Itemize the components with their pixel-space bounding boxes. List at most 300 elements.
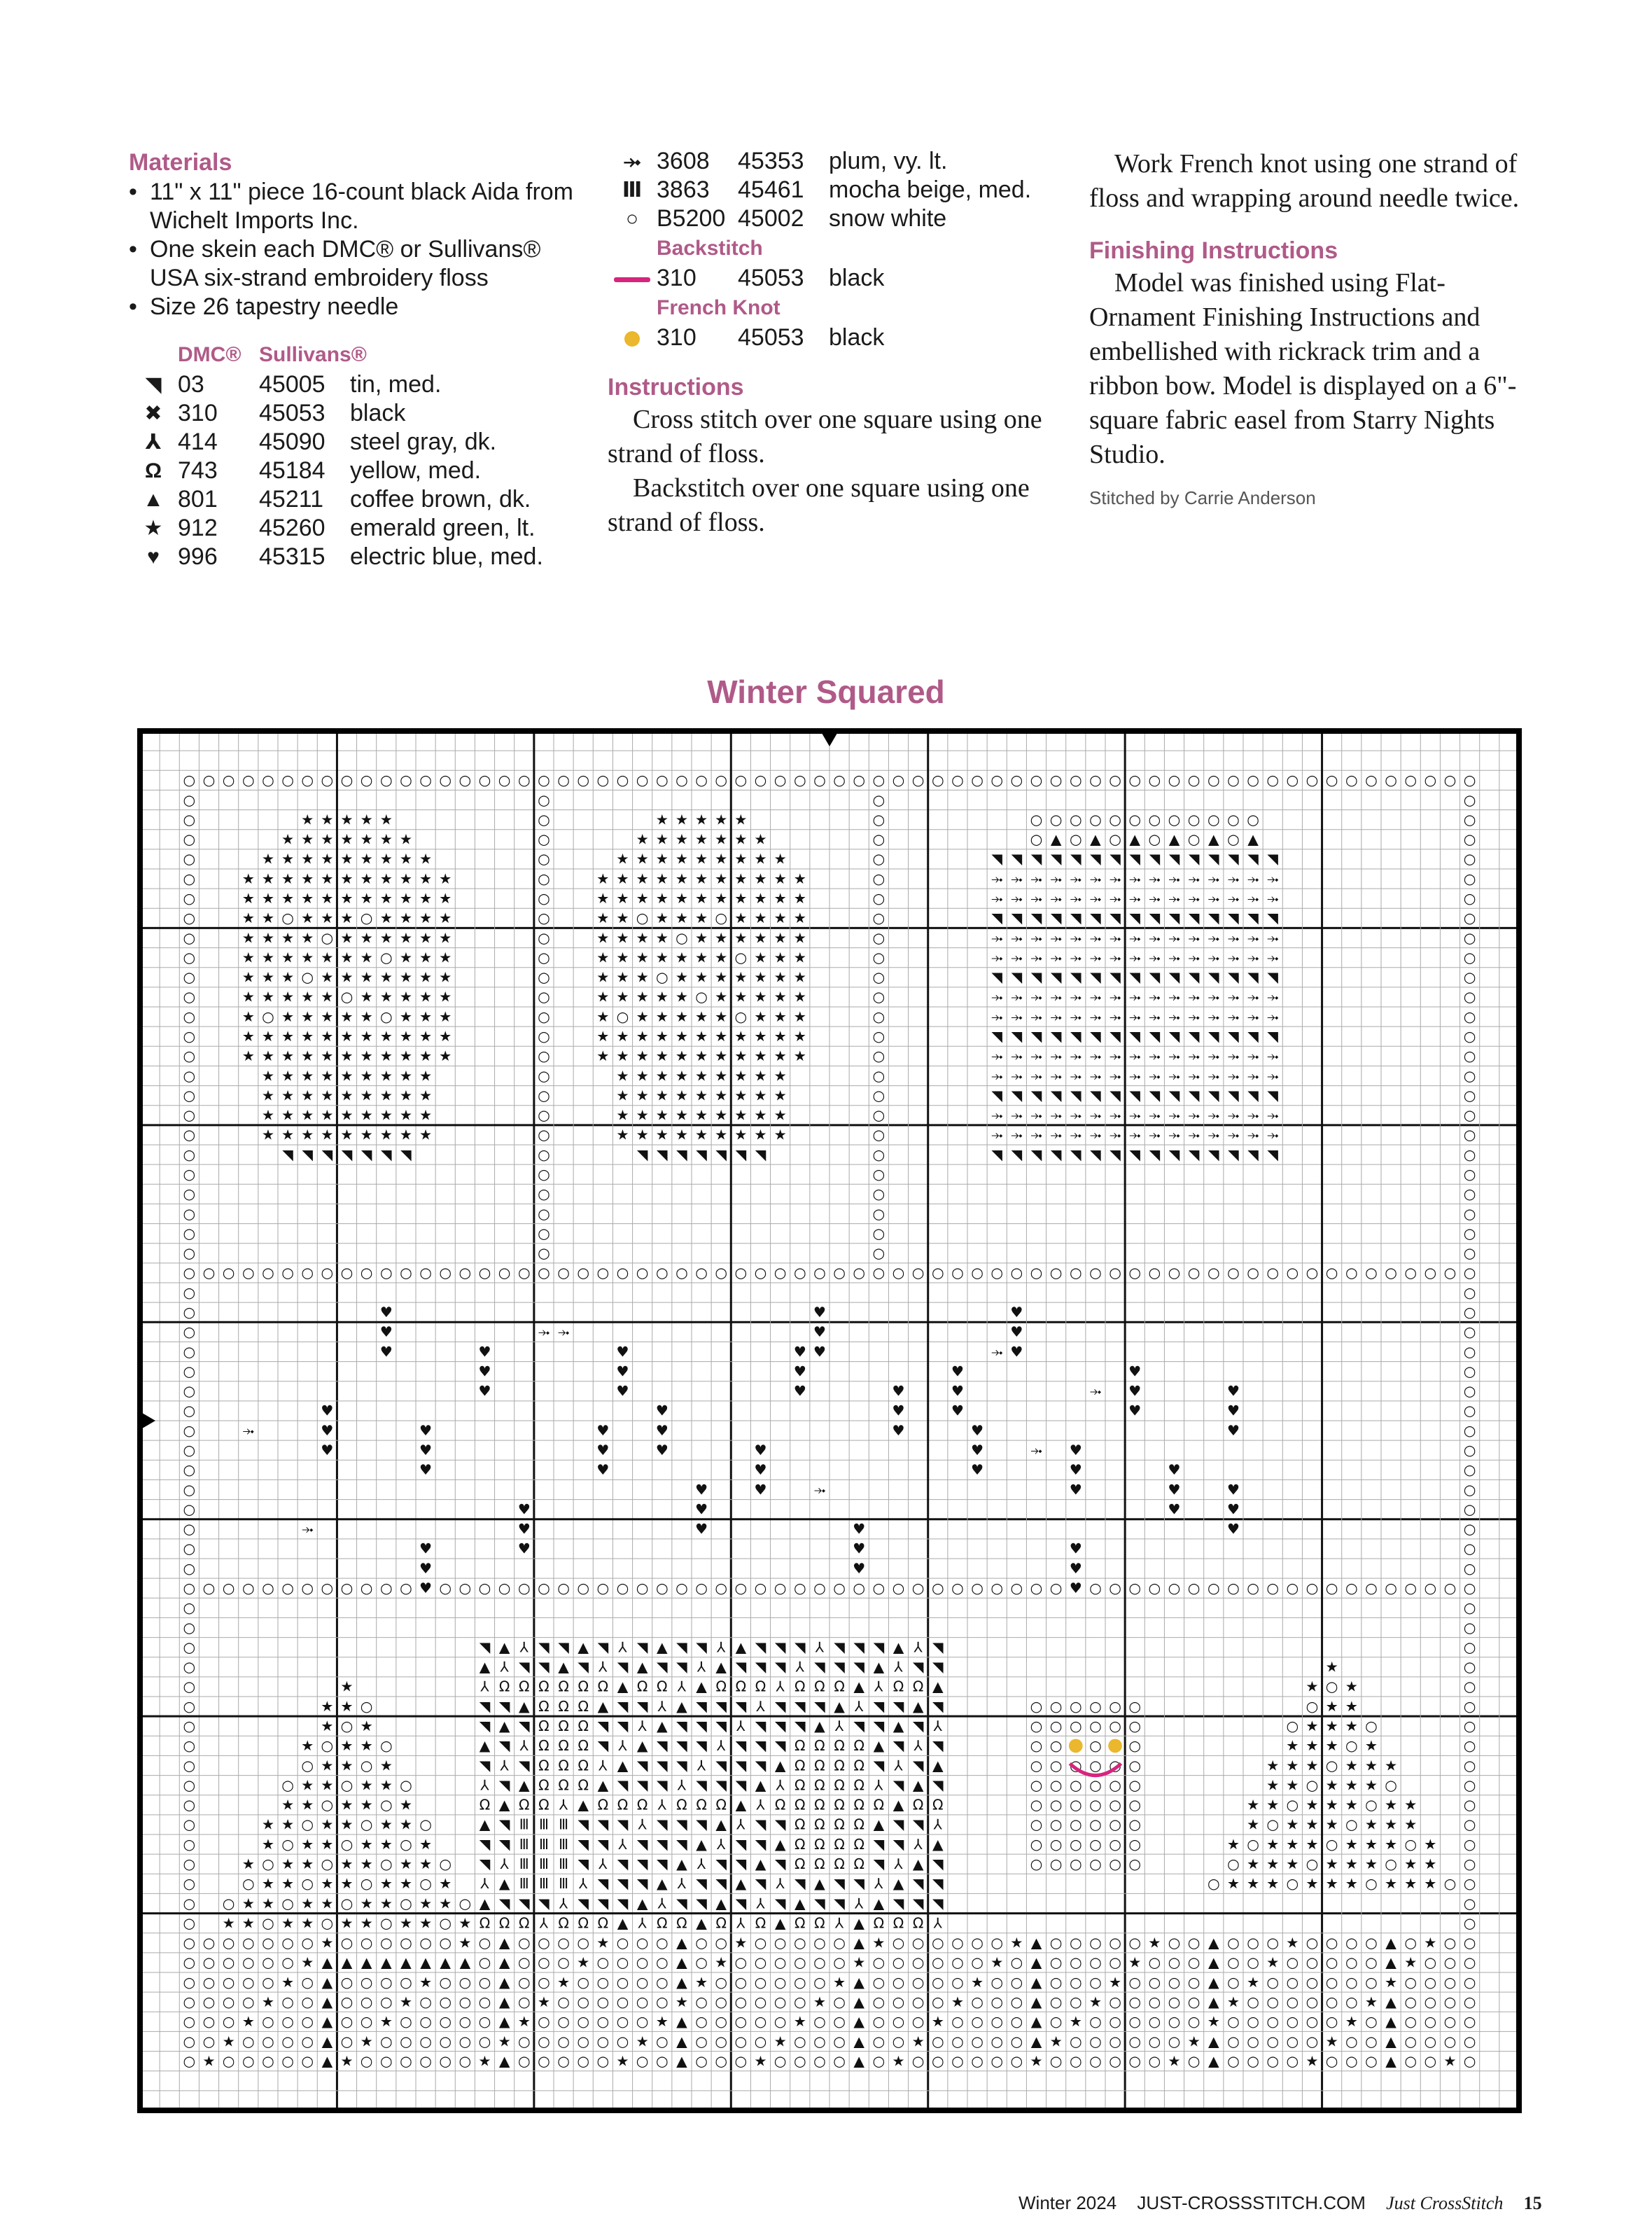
stitch-symbol: ★ bbox=[734, 830, 748, 848]
stitch-symbol: ◥ bbox=[834, 1658, 845, 1676]
stitch-symbol: ⤞ bbox=[991, 1047, 1003, 1065]
stitch-symbol: ◥ bbox=[636, 1776, 648, 1794]
stitch-symbol: ★ bbox=[340, 968, 354, 986]
stitch-symbol: ◥ bbox=[282, 1146, 293, 1163]
stitch-symbol: ◥ bbox=[1090, 910, 1101, 927]
stitch-symbol: ○ bbox=[1109, 1993, 1121, 2010]
stitch-symbol: ★ bbox=[399, 1796, 413, 1813]
stitch-symbol: Ω bbox=[558, 1757, 569, 1774]
stitch-symbol: ○ bbox=[183, 1343, 196, 1360]
stitch-symbol: ★ bbox=[636, 1106, 649, 1124]
stitch-symbol: ○ bbox=[538, 2033, 550, 2050]
stitch-symbol: ○ bbox=[636, 910, 649, 927]
stitch-symbol: ▲ bbox=[479, 1658, 491, 1676]
stitch-symbol: ○ bbox=[1365, 2052, 1378, 2070]
stitch-symbol: ○ bbox=[1463, 2052, 1476, 2070]
stitch-symbol: ○ bbox=[577, 2033, 590, 2050]
stitch-symbol: ○ bbox=[1286, 1579, 1299, 1596]
stitch-symbol: ○ bbox=[478, 1993, 491, 2010]
stitch-symbol: ★ bbox=[715, 1008, 728, 1025]
stitch-symbol: ○ bbox=[1325, 2013, 1338, 2031]
stitch-symbol: ○ bbox=[1385, 1776, 1397, 1794]
stitch-symbol: ⤞ bbox=[1188, 929, 1200, 947]
stitch-symbol: ★ bbox=[1286, 1737, 1299, 1755]
stitch-symbol: Ω bbox=[597, 1678, 609, 1695]
stitch-symbol: ⤞ bbox=[1188, 870, 1200, 887]
stitch-symbol: ○ bbox=[400, 2013, 412, 2031]
stitch-symbol: ○ bbox=[183, 1993, 196, 2010]
stitch-symbol: ★ bbox=[931, 2013, 944, 2031]
stitch-symbol: ★ bbox=[1325, 1776, 1338, 1794]
stitch-symbol: ★ bbox=[261, 949, 275, 966]
stitch-symbol: ◥ bbox=[715, 1697, 727, 1715]
stitch-symbol: ★ bbox=[379, 1106, 393, 1124]
stitch-symbol: ★ bbox=[301, 1737, 314, 1755]
stitch-symbol: ◥ bbox=[715, 1146, 727, 1163]
stitch-symbol: ★ bbox=[1266, 1835, 1280, 1853]
stitch-symbol: ○ bbox=[419, 1816, 432, 1833]
stitch-symbol: ○ bbox=[636, 1579, 649, 1596]
stitch-symbol: ○ bbox=[1463, 1855, 1476, 1872]
stitch-symbol: ○ bbox=[241, 1954, 255, 1971]
stitch-symbol: ○ bbox=[1266, 1934, 1280, 1951]
stitch-symbol: ○ bbox=[1049, 1796, 1063, 1813]
stitch-symbol: ★ bbox=[321, 1835, 334, 1853]
stitch-symbol: ★ bbox=[1266, 1776, 1280, 1794]
stitch-symbol: ○ bbox=[241, 2052, 255, 2070]
stitch-symbol: ◥ bbox=[853, 1638, 865, 1656]
stitch-symbol: ▲ bbox=[1385, 2052, 1396, 2070]
stitch-symbol: ○ bbox=[793, 1954, 806, 1971]
stitch-symbol: ★ bbox=[675, 1047, 689, 1065]
stitch-symbol: ◥ bbox=[774, 1895, 786, 1912]
stitch-symbol: Ω bbox=[814, 1796, 825, 1813]
stitch-symbol: ○ bbox=[1463, 1520, 1476, 1538]
stitch-symbol: ◥ bbox=[1090, 1087, 1101, 1104]
key-color: black bbox=[829, 324, 885, 351]
stitch-symbol: ★ bbox=[419, 988, 433, 1005]
stitch-symbol: ⤞ bbox=[1070, 1067, 1082, 1085]
stitch-symbol: ○ bbox=[183, 1087, 196, 1104]
stitch-symbol: ★ bbox=[675, 830, 689, 848]
stitch-symbol: ○ bbox=[538, 889, 550, 907]
stitch-symbol: ★ bbox=[399, 1008, 413, 1025]
stitch-symbol: ○ bbox=[734, 1954, 748, 1971]
stitch-symbol: ○ bbox=[636, 1954, 649, 1971]
stitch-symbol: ○ bbox=[262, 1914, 274, 1932]
stitch-symbol: ○ bbox=[1404, 1934, 1418, 1951]
stitch-symbol: ★ bbox=[715, 929, 728, 947]
stitch-symbol: ◥ bbox=[1247, 968, 1259, 986]
stitch-symbol: ◥ bbox=[676, 1816, 687, 1833]
stitch-symbol: ○ bbox=[1266, 1579, 1280, 1596]
stitch-symbol: ⤞ bbox=[1129, 1047, 1141, 1065]
stitch-symbol: ◥ bbox=[814, 1658, 825, 1676]
page-number: 15 bbox=[1523, 2193, 1542, 2213]
stitch-symbol: ★ bbox=[321, 1776, 334, 1794]
stitch-symbol: ♥ bbox=[596, 1441, 610, 1458]
stitch-symbol: ○ bbox=[1365, 1579, 1378, 1596]
stitch-symbol: ○ bbox=[183, 1658, 196, 1676]
stitch-symbol: ★ bbox=[419, 870, 433, 887]
stitch-symbol: ★ bbox=[1306, 1757, 1319, 1774]
stitch-symbol: ○ bbox=[676, 1579, 688, 1596]
stitch-symbol: ○ bbox=[400, 1776, 412, 1794]
stitch-symbol: Ω bbox=[853, 1855, 864, 1872]
stitch-symbol: ◥ bbox=[1030, 1087, 1042, 1104]
stitch-symbol: ▲ bbox=[853, 2013, 865, 2031]
stitch-symbol: ⤞ bbox=[1011, 1008, 1023, 1025]
key-dmc: 801 bbox=[178, 486, 218, 513]
stitch-symbol: ○ bbox=[1443, 1875, 1457, 1893]
stitch-symbol: ○ bbox=[1109, 1855, 1121, 1872]
stitch-symbol: ○ bbox=[833, 1934, 846, 1951]
stitch-symbol: ★ bbox=[1286, 1855, 1299, 1872]
stitch-symbol: ◥ bbox=[1208, 910, 1219, 927]
stitch-symbol: ⅄ bbox=[559, 1796, 568, 1813]
stitch-symbol: ○ bbox=[971, 1579, 983, 1596]
stitch-symbol: ○ bbox=[892, 2013, 905, 2031]
stitch-symbol: ⅄ bbox=[519, 1638, 528, 1656]
stitch-symbol: ★ bbox=[675, 988, 689, 1005]
stitch-symbol: ○ bbox=[1286, 1993, 1299, 2010]
stitch-symbol: Ω bbox=[538, 1737, 550, 1755]
stitch-symbol: ◥ bbox=[1208, 1027, 1219, 1045]
stitch-symbol: ○ bbox=[1385, 772, 1397, 789]
stitch-symbol: ○ bbox=[1227, 2052, 1240, 2070]
stitch-symbol: ○ bbox=[1069, 2052, 1082, 2070]
stitch-symbol: ○ bbox=[1266, 1816, 1280, 1833]
stitch-symbol: ▲ bbox=[1030, 1934, 1042, 1951]
stitch-symbol: ○ bbox=[183, 1559, 196, 1577]
stitch-symbol: ⤞ bbox=[1070, 929, 1082, 947]
center-arrow-top bbox=[820, 730, 839, 746]
stitch-symbol: ⤞ bbox=[1247, 988, 1259, 1005]
key-row bbox=[129, 428, 577, 457]
stitch-symbol: ★ bbox=[694, 910, 708, 927]
stitch-symbol: ★ bbox=[1108, 1973, 1122, 1991]
stitch-symbol: ⤞ bbox=[1089, 889, 1102, 907]
stitch-symbol: ○ bbox=[1345, 1816, 1358, 1833]
stitch-symbol: ▲ bbox=[498, 1796, 510, 1813]
stitch-symbol: ★ bbox=[399, 910, 413, 927]
stitch-symbol: ○ bbox=[1128, 1835, 1142, 1853]
stitch-symbol: ○ bbox=[1030, 811, 1043, 828]
stitch-symbol: ○ bbox=[183, 1008, 196, 1025]
stitch-symbol: ○ bbox=[538, 1165, 550, 1183]
stitch-symbol: ♥ bbox=[694, 1520, 708, 1538]
stitch-symbol: ⤞ bbox=[1149, 988, 1161, 1005]
stitch-symbol: ⤞ bbox=[991, 1343, 1003, 1360]
stitch-symbol: ○ bbox=[183, 910, 196, 927]
stitch-symbol: ★ bbox=[1325, 1658, 1338, 1676]
stitch-symbol: ○ bbox=[1089, 1737, 1102, 1755]
stitch-symbol: ○ bbox=[1109, 1934, 1121, 1951]
stitch-symbol: ○ bbox=[183, 1875, 196, 1893]
stitch-symbol: ★ bbox=[734, 988, 748, 1005]
stitch-symbol: ★ bbox=[1404, 1816, 1418, 1833]
stitch-symbol: ◥ bbox=[1090, 968, 1101, 986]
stitch-symbol: ○ bbox=[872, 2013, 886, 2031]
stitch-symbol: ★ bbox=[636, 1126, 649, 1143]
stitch-symbol: ★ bbox=[754, 870, 767, 887]
stitch-symbol: ◥ bbox=[1149, 850, 1161, 868]
stitch-symbol: ○ bbox=[715, 2013, 728, 2031]
stitch-symbol: ⤞ bbox=[1129, 949, 1141, 966]
stitch-symbol: ⤞ bbox=[1109, 929, 1121, 947]
stitch-symbol: ▲ bbox=[932, 1757, 944, 1774]
stitch-symbol: ◥ bbox=[1168, 968, 1180, 986]
stitch-symbol: ○ bbox=[458, 1993, 472, 2010]
stitch-symbol: ⤞ bbox=[1208, 988, 1219, 1005]
stitch-symbol: ♥ bbox=[1168, 1481, 1181, 1498]
stitch-symbol: ○ bbox=[1030, 1816, 1043, 1833]
stitch-symbol: ▲ bbox=[498, 2013, 510, 2031]
stitch-symbol: ★ bbox=[1266, 1954, 1280, 1971]
stitch-symbol: ★ bbox=[655, 1106, 668, 1124]
stitch-symbol: ○ bbox=[872, 1047, 886, 1065]
stitch-symbol: ○ bbox=[241, 1579, 255, 1596]
stitch-symbol: ★ bbox=[360, 1106, 373, 1124]
stitch-symbol: ★ bbox=[340, 1697, 354, 1715]
stitch-symbol: ⤞ bbox=[1109, 1047, 1121, 1065]
stitch-symbol: ⅄ bbox=[834, 1914, 844, 1932]
stitch-symbol: ◥ bbox=[1110, 850, 1121, 868]
stitch-symbol: ○ bbox=[202, 772, 216, 789]
stitch-symbol: ○ bbox=[616, 1008, 629, 1025]
key-dmc: 912 bbox=[178, 515, 218, 541]
stitch-symbol: ○ bbox=[1365, 1875, 1378, 1893]
stitch-symbol: ⅄ bbox=[539, 1914, 549, 1932]
stitch-symbol: ◥ bbox=[676, 1757, 687, 1774]
stitch-symbol: ★ bbox=[1306, 1796, 1319, 1813]
stitch-symbol: ◥ bbox=[932, 1697, 944, 1715]
stitch-symbol: Ω bbox=[834, 1816, 845, 1833]
stitch-symbol: ★ bbox=[1207, 2013, 1220, 2031]
stitch-symbol: ▲ bbox=[498, 1717, 510, 1734]
stitch-symbol: ★ bbox=[556, 1973, 570, 1991]
stitch-symbol: ○ bbox=[1286, 1954, 1299, 1971]
stitch-symbol: Ω bbox=[479, 1796, 491, 1813]
stitch-symbol: ★ bbox=[360, 968, 373, 986]
stitch-symbol: ⅄ bbox=[894, 1757, 903, 1774]
stitch-symbol: Ω bbox=[519, 1678, 530, 1695]
stitch-symbol: ○ bbox=[183, 1855, 196, 1872]
stitch-symbol: ○ bbox=[596, 2033, 610, 2050]
stitch-symbol: ○ bbox=[321, 772, 334, 789]
stitch-symbol: ★ bbox=[1384, 1757, 1398, 1774]
stitch-symbol: ★ bbox=[379, 910, 393, 927]
stitch-symbol: ○ bbox=[222, 772, 235, 789]
stitch-symbol: ⤞ bbox=[1050, 1047, 1062, 1065]
stitch-symbol: ○ bbox=[538, 968, 550, 986]
stitch-symbol: ○ bbox=[1345, 2033, 1358, 2050]
stitch-symbol: ○ bbox=[400, 1264, 412, 1281]
stitch-symbol: ◥ bbox=[892, 1816, 904, 1833]
stitch-symbol: ○ bbox=[1069, 1796, 1082, 1813]
stitch-symbol: ★ bbox=[281, 1855, 295, 1872]
stitch-symbol: ★ bbox=[715, 1027, 728, 1045]
stitch-symbol: ○ bbox=[1089, 1776, 1102, 1794]
stitch-symbol: ○ bbox=[695, 1954, 708, 1971]
stitch-symbol: ○ bbox=[1030, 1697, 1043, 1715]
stitch-symbol: ◥ bbox=[1030, 910, 1042, 927]
stitch-symbol: ★ bbox=[379, 850, 393, 868]
stitch-symbol: ★ bbox=[754, 1126, 767, 1143]
stitch-symbol: ▲ bbox=[755, 1855, 766, 1872]
stitch-symbol: ▲ bbox=[656, 1638, 668, 1656]
stitch-symbol: ⤞ bbox=[1030, 870, 1042, 887]
stitch-symbol: ◥ bbox=[1070, 1146, 1082, 1163]
stitch-symbol: ○ bbox=[1404, 1835, 1418, 1853]
stitch-symbol: ○ bbox=[872, 1126, 886, 1143]
stitch-symbol: ○ bbox=[557, 1264, 570, 1281]
key-symbol: ♥ bbox=[147, 545, 160, 569]
stitch-symbol: ○ bbox=[1365, 1954, 1378, 1971]
stitch-symbol: ○ bbox=[1424, 1973, 1437, 1991]
stitch-symbol: ○ bbox=[793, 2033, 806, 2050]
stitch-symbol: ○ bbox=[222, 1579, 235, 1596]
stitch-symbol: ★ bbox=[1364, 1776, 1378, 1794]
stitch-symbol: ◥ bbox=[755, 1816, 766, 1833]
stitch-symbol: ⤞ bbox=[1089, 1382, 1102, 1400]
stitch-symbol: ★ bbox=[793, 949, 806, 966]
stitch-symbol: ◥ bbox=[636, 1757, 648, 1774]
stitch-symbol: ★ bbox=[360, 1895, 373, 1912]
stitch-symbol: ◥ bbox=[932, 1638, 944, 1656]
stitch-symbol: ◥ bbox=[774, 1658, 786, 1676]
key-dmc: 3863 bbox=[657, 176, 710, 203]
stitch-symbol: ◥ bbox=[1129, 1146, 1141, 1163]
stitch-symbol: Ω bbox=[814, 1757, 825, 1774]
stitch-symbol: ★ bbox=[399, 1106, 413, 1124]
instructions-paragraph: Work French knot using one strand of floss and wrapping around needle twice. bbox=[1089, 149, 1520, 213]
stitch-symbol: ○ bbox=[1463, 1283, 1476, 1301]
stitch-symbol: ◥ bbox=[1208, 1087, 1219, 1104]
stitch-symbol: Ⅲ bbox=[538, 1855, 549, 1872]
stitch-symbol: ★ bbox=[1345, 1875, 1358, 1893]
stitch-symbol: ○ bbox=[439, 1914, 452, 1932]
stitch-symbol: ⤞ bbox=[1247, 1047, 1259, 1065]
stitch-symbol: ★ bbox=[340, 1816, 354, 1833]
stitch-symbol: ○ bbox=[1207, 811, 1220, 828]
stitch-symbol: ★ bbox=[636, 968, 649, 986]
stitch-symbol: Ω bbox=[794, 1678, 806, 1695]
stitch-symbol: ○ bbox=[281, 910, 294, 927]
stitch-symbol: ◥ bbox=[1149, 910, 1161, 927]
stitch-symbol: ○ bbox=[1443, 1934, 1457, 1951]
stitch-symbol: ★ bbox=[281, 1106, 295, 1124]
stitch-symbol: ◥ bbox=[597, 1737, 609, 1755]
stitch-symbol: ○ bbox=[1463, 1757, 1476, 1774]
stitch-symbol: ⤞ bbox=[1089, 929, 1102, 947]
stitch-symbol: ⤞ bbox=[1030, 1441, 1042, 1458]
stitch-symbol: ○ bbox=[183, 1501, 196, 1518]
stitch-symbol: ★ bbox=[321, 1816, 334, 1833]
stitch-symbol: ○ bbox=[538, 1008, 550, 1025]
stitch-symbol: ★ bbox=[340, 1678, 354, 1695]
stitch-symbol: ★ bbox=[1226, 1875, 1240, 1893]
stitch-symbol: ○ bbox=[872, 791, 886, 809]
stitch-symbol: ○ bbox=[1325, 1835, 1338, 1853]
stitch-symbol: ○ bbox=[911, 1934, 925, 1951]
stitch-symbol: ○ bbox=[636, 2013, 649, 2031]
stitch-symbol: ▲ bbox=[498, 2052, 510, 2070]
stitch-symbol: ○ bbox=[498, 1579, 511, 1596]
stitch-symbol: ○ bbox=[538, 1106, 550, 1124]
finishing-heading: Finishing Instructions bbox=[1089, 237, 1338, 264]
stitch-symbol: ○ bbox=[1128, 1855, 1142, 1872]
stitch-symbol: ⤞ bbox=[1267, 1047, 1279, 1065]
stitch-symbol: ○ bbox=[676, 929, 688, 947]
stitch-symbol: ○ bbox=[577, 772, 590, 789]
stitch-symbol: ⤞ bbox=[1050, 929, 1062, 947]
stitch-symbol: ★ bbox=[379, 1087, 393, 1104]
stitch-symbol: ★ bbox=[1384, 1835, 1398, 1853]
stitch-symbol: ◥ bbox=[735, 1757, 747, 1774]
stitch-symbol: ★ bbox=[774, 1067, 787, 1085]
stitch-symbol: ♥ bbox=[951, 1402, 965, 1419]
stitch-symbol: ⅄ bbox=[480, 1776, 489, 1794]
stitch-symbol: ★ bbox=[1306, 1875, 1319, 1893]
sullivans-column-header: Sullivans® bbox=[259, 343, 367, 366]
stitch-symbol: ◥ bbox=[912, 1895, 924, 1912]
stitch-symbol: ◥ bbox=[774, 1697, 786, 1715]
stitch-symbol: ◥ bbox=[617, 1658, 629, 1676]
stitch-symbol: ▲ bbox=[498, 1934, 510, 1951]
stitch-symbol: ○ bbox=[1030, 1757, 1043, 1774]
stitch-symbol: ○ bbox=[1207, 772, 1220, 789]
stitch-symbol: ◥ bbox=[636, 1855, 648, 1872]
stitch-symbol: ★ bbox=[517, 2013, 531, 2031]
stitch-symbol: ★ bbox=[399, 1067, 413, 1085]
key-row bbox=[129, 485, 577, 514]
stitch-symbol: ○ bbox=[222, 1954, 235, 1971]
stitch-symbol: ○ bbox=[1424, 772, 1437, 789]
stitch-symbol: ⅄ bbox=[696, 1855, 706, 1872]
stitch-symbol: ⤞ bbox=[1030, 1047, 1042, 1065]
stitch-symbol: ○ bbox=[301, 2013, 314, 2031]
stitch-symbol: ▲ bbox=[321, 1954, 333, 1971]
stitch-symbol: ★ bbox=[379, 1895, 393, 1912]
stitch-symbol: ○ bbox=[1463, 2033, 1476, 2050]
stitch-symbol: ⤞ bbox=[1247, 1126, 1259, 1143]
stitch-symbol: ◥ bbox=[597, 1835, 609, 1853]
stitch-symbol: ○ bbox=[1463, 2013, 1476, 2031]
stitch-symbol: ★ bbox=[340, 1047, 354, 1065]
stitch-symbol: ○ bbox=[872, 968, 886, 986]
stitch-symbol: ⤞ bbox=[1247, 929, 1259, 947]
stitch-symbol: ○ bbox=[360, 1973, 373, 1991]
stitch-symbol: ★ bbox=[261, 1835, 275, 1853]
stitch-symbol: ○ bbox=[1286, 2052, 1299, 2070]
stitch-symbol: ○ bbox=[1463, 1973, 1476, 1991]
stitch-symbol: Ω bbox=[873, 1796, 885, 1813]
stitch-symbol: Ω bbox=[794, 1737, 806, 1755]
stitch-symbol: ○ bbox=[872, 870, 886, 887]
stitch-symbol: ⤞ bbox=[1050, 949, 1062, 966]
stitch-symbol: ★ bbox=[281, 830, 295, 848]
stitch-symbol: ○ bbox=[1089, 2013, 1102, 2031]
key-dmc: 310 bbox=[657, 265, 696, 291]
stitch-symbol: ⤞ bbox=[1030, 1067, 1042, 1085]
color-key bbox=[129, 340, 577, 571]
stitch-symbol: ○ bbox=[400, 1934, 412, 1951]
stitch-symbol: ◥ bbox=[715, 1875, 727, 1893]
stitch-symbol: ★ bbox=[261, 889, 275, 907]
stitch-symbol: ◥ bbox=[794, 1638, 806, 1656]
stitch-symbol: ◥ bbox=[1050, 910, 1062, 927]
